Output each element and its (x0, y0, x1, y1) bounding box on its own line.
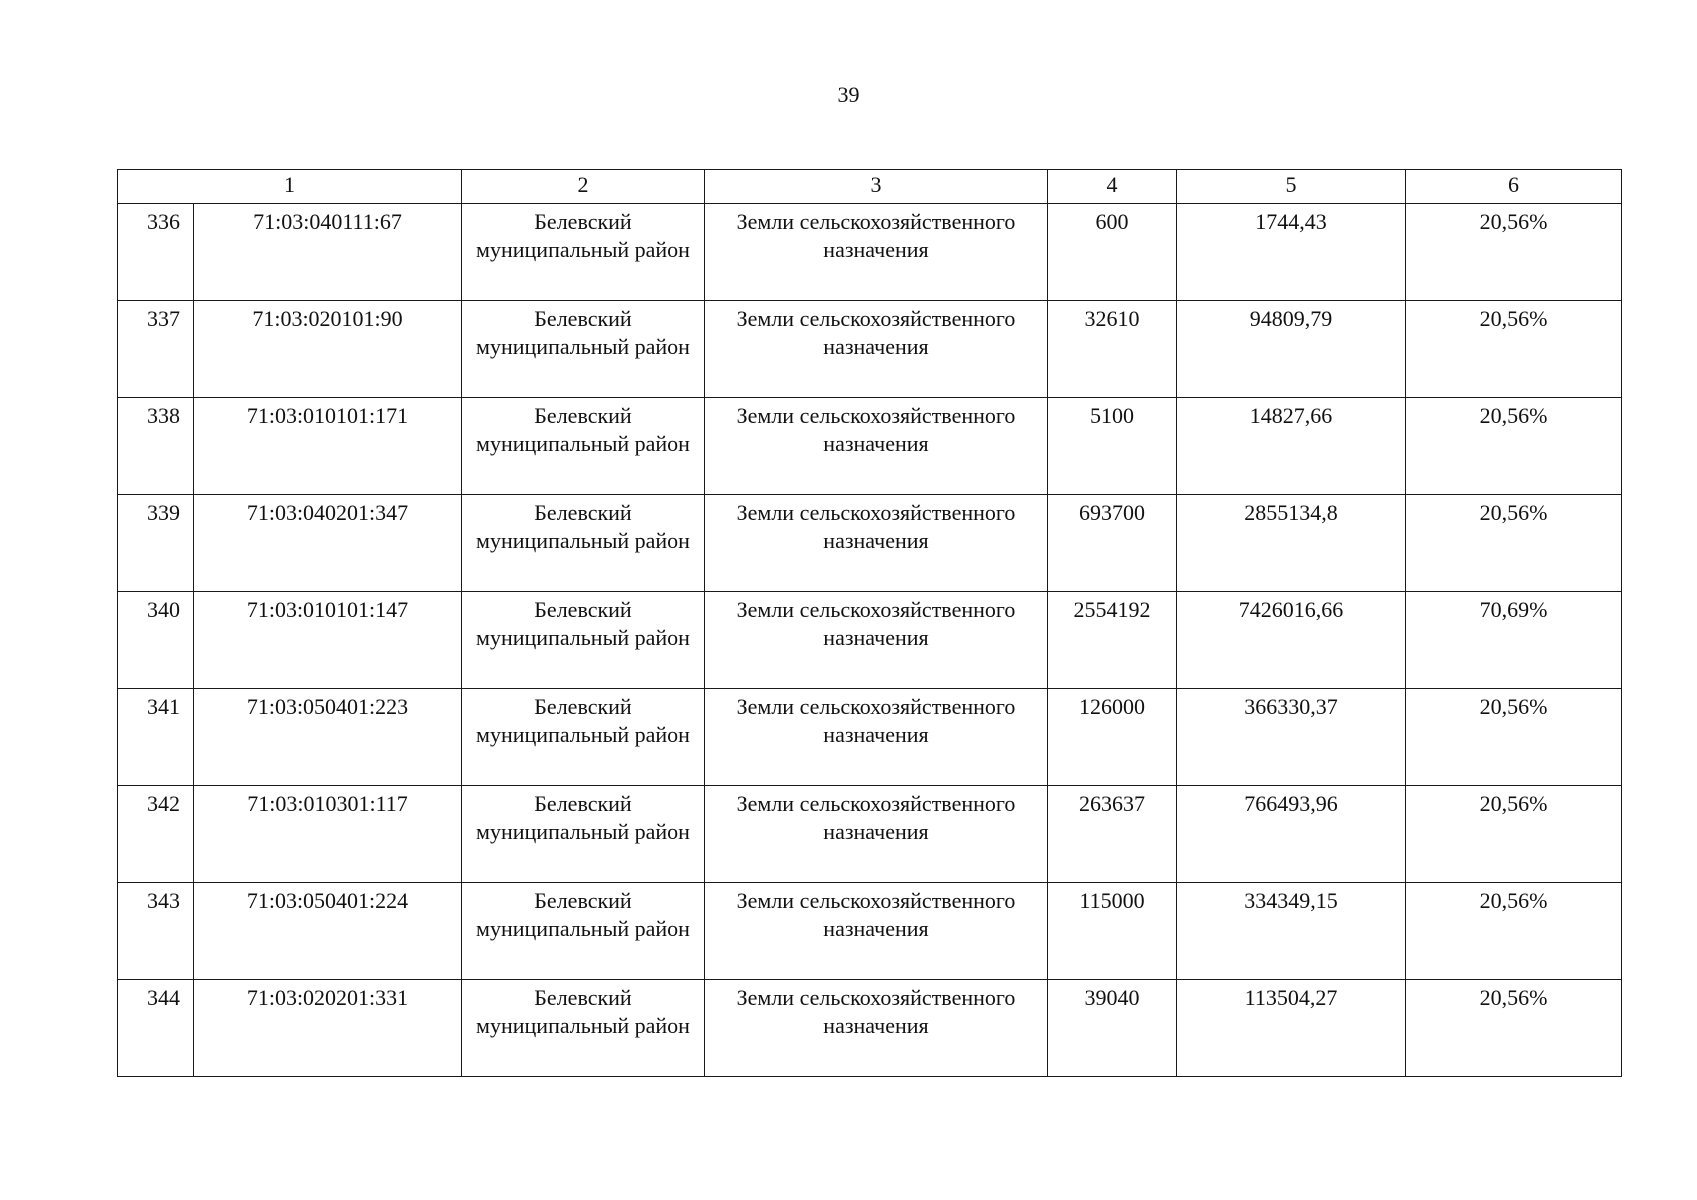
area-value: 126000 (1048, 689, 1177, 786)
area-value: 2554192 (1048, 592, 1177, 689)
column-number-row (118, 170, 1622, 204)
area-value: 115000 (1048, 883, 1177, 980)
table-row (118, 980, 1622, 1077)
cadastral-number: 71:03:010301:117 (194, 786, 462, 883)
table-body (118, 204, 1622, 1077)
row-number: 340 (118, 592, 194, 689)
column-number-5: 5 (1177, 170, 1406, 204)
district-name: Белевский муниципальный район (462, 398, 705, 495)
rate-value: 20,56% (1406, 398, 1622, 495)
table-row (118, 301, 1622, 398)
cadastral-value: 2855134,8 (1177, 495, 1406, 592)
cadastral-value: 334349,15 (1177, 883, 1406, 980)
land-plots-table (117, 169, 1622, 1077)
land-category: Земли сельскохозяйственного назначения (705, 204, 1048, 301)
column-number-3: 3 (705, 170, 1048, 204)
area-value: 32610 (1048, 301, 1177, 398)
rate-value: 20,56% (1406, 883, 1622, 980)
land-category: Земли сельскохозяйственного назначения (705, 689, 1048, 786)
table-row (118, 689, 1622, 786)
row-number: 338 (118, 398, 194, 495)
rate-value: 20,56% (1406, 689, 1622, 786)
page-number: 39 (837, 82, 860, 107)
land-category: Земли сельскохозяйственного назначения (705, 398, 1048, 495)
area-value: 600 (1048, 204, 1177, 301)
district-name: Белевский муниципальный район (462, 883, 705, 980)
column-number-1: 1 (118, 170, 462, 204)
land-category: Земли сельскохозяйственного назначения (705, 301, 1048, 398)
cadastral-number: 71:03:040111:67 (194, 204, 462, 301)
row-number: 343 (118, 883, 194, 980)
column-number-2: 2 (462, 170, 705, 204)
land-category: Земли сельскохозяйственного назначения (705, 786, 1048, 883)
land-category: Земли сельскохозяйственного назначения (705, 495, 1048, 592)
cadastral-value: 113504,27 (1177, 980, 1406, 1077)
cadastral-number: 71:03:010101:171 (194, 398, 462, 495)
cadastral-number: 71:03:010101:147 (194, 592, 462, 689)
table-row (118, 786, 1622, 883)
land-category: Земли сельскохозяйственного назначения (705, 980, 1048, 1077)
cadastral-value: 366330,37 (1177, 689, 1406, 786)
cadastral-value: 94809,79 (1177, 301, 1406, 398)
district-name: Белевский муниципальный район (462, 980, 705, 1077)
cadastral-value: 766493,96 (1177, 786, 1406, 883)
row-number: 344 (118, 980, 194, 1077)
area-value: 39040 (1048, 980, 1177, 1077)
cadastral-number: 71:03:050401:224 (194, 883, 462, 980)
area-value: 693700 (1048, 495, 1177, 592)
district-name: Белевский муниципальный район (462, 495, 705, 592)
rate-value: 70,69% (1406, 592, 1622, 689)
rate-value: 20,56% (1406, 301, 1622, 398)
table-row (118, 592, 1622, 689)
row-number: 337 (118, 301, 194, 398)
district-name: Белевский муниципальный район (462, 786, 705, 883)
district-name: Белевский муниципальный район (462, 204, 705, 301)
cadastral-number: 71:03:050401:223 (194, 689, 462, 786)
cadastral-number: 71:03:040201:347 (194, 495, 462, 592)
column-number-6: 6 (1406, 170, 1622, 204)
cadastral-value: 1744,43 (1177, 204, 1406, 301)
row-number: 336 (118, 204, 194, 301)
area-value: 263637 (1048, 786, 1177, 883)
area-value: 5100 (1048, 398, 1177, 495)
cadastral-number: 71:03:020201:331 (194, 980, 462, 1077)
table-row (118, 883, 1622, 980)
cadastral-value: 14827,66 (1177, 398, 1406, 495)
district-name: Белевский муниципальный район (462, 301, 705, 398)
rate-value: 20,56% (1406, 204, 1622, 301)
table-row (118, 204, 1622, 301)
table-row (118, 398, 1622, 495)
rate-value: 20,56% (1406, 980, 1622, 1077)
table-row (118, 495, 1622, 592)
rate-value: 20,56% (1406, 495, 1622, 592)
district-name: Белевский муниципальный район (462, 689, 705, 786)
land-category: Земли сельскохозяйственного назначения (705, 592, 1048, 689)
row-number: 341 (118, 689, 194, 786)
land-category: Земли сельскохозяйственного назначения (705, 883, 1048, 980)
district-name: Белевский муниципальный район (462, 592, 705, 689)
column-number-4: 4 (1048, 170, 1177, 204)
cadastral-value: 7426016,66 (1177, 592, 1406, 689)
row-number: 339 (118, 495, 194, 592)
cadastral-number: 71:03:020101:90 (194, 301, 462, 398)
row-number: 342 (118, 786, 194, 883)
rate-value: 20,56% (1406, 786, 1622, 883)
